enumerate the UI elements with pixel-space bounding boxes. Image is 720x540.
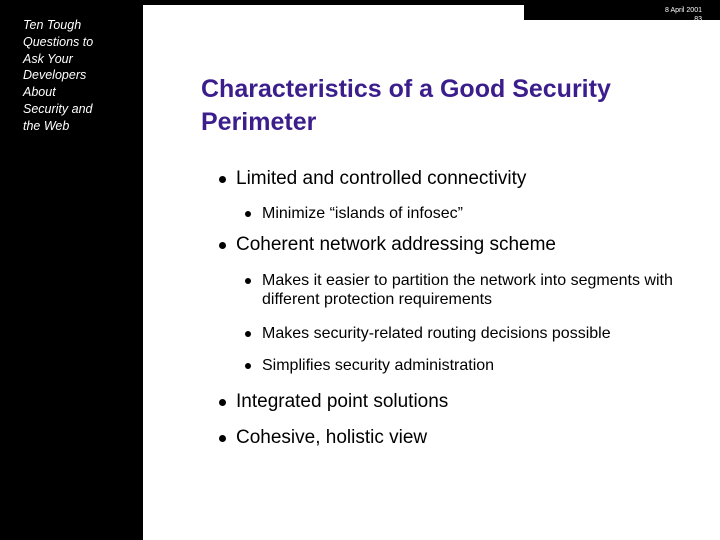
bullet-dot xyxy=(219,176,226,183)
sidebar xyxy=(0,0,143,540)
sub-bullet-item: Simplifies security administration xyxy=(262,357,495,374)
bullet-dot xyxy=(219,399,226,406)
bullet-dot xyxy=(245,211,251,217)
bullet-item: Integrated point solutions xyxy=(236,391,449,412)
bullet-dot xyxy=(245,363,251,369)
bullet-item: Limited and controlled connectivity xyxy=(236,168,527,189)
header-bar xyxy=(524,0,720,23)
bullet-item: Cohesive, holistic view xyxy=(236,427,428,448)
date-label: 8 April 2001 83 xyxy=(665,7,702,23)
sub-bullet-item: Makes security-related routing decisions possible xyxy=(262,325,611,342)
bullet-dot xyxy=(245,331,251,337)
sub-bullet-item: Minimize “islands of infosec” xyxy=(262,205,463,222)
bullet-item: Coherent network addressing scheme xyxy=(236,234,557,255)
sub-bullet-item: Makes it easier to partition the network into segments with different protection requirements xyxy=(262,272,673,308)
bullet-dot xyxy=(219,435,226,442)
slide-title: Characteristics of a Good Security Perimeter xyxy=(201,75,611,136)
bullet-dot xyxy=(219,242,226,249)
bullet-dot xyxy=(245,278,251,284)
sidebar-title: Ten Tough Questions to Ask Your Developers About Security and the Web xyxy=(23,18,94,133)
